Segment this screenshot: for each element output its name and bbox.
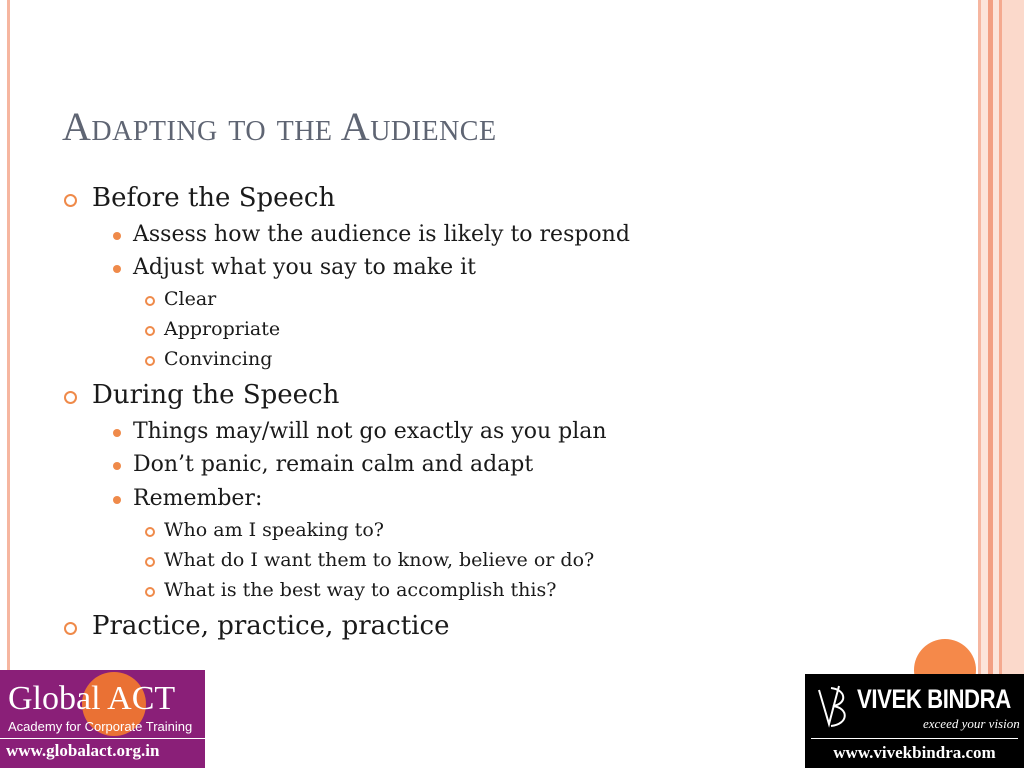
bullet-ring-icon (145, 557, 155, 567)
vivek-bindra-name: VIVEK BINDRA (857, 684, 1011, 714)
bullet-dot-icon (113, 265, 121, 273)
bullet-ring-icon (145, 527, 155, 537)
bullet-item-level2: Adjust what you say to make it (133, 255, 476, 280)
vivek-bindra-url: www.vivekbindra.com (833, 743, 996, 762)
bullet-item-level1: Before the Speech (92, 183, 336, 213)
global-act-name: Global ACT (8, 680, 176, 717)
global-act-tagline: Academy for Corporate Training (8, 719, 193, 734)
vivek-bindra-logo (805, 674, 1024, 768)
vb-monogram-icon (817, 680, 849, 734)
bullet-dot-icon (113, 462, 121, 470)
bullet-item-level1: During the Speech (92, 380, 340, 410)
global-act-logo (0, 670, 205, 768)
bullet-dot-icon (113, 496, 121, 504)
logo-divider (811, 738, 1018, 739)
bullet-ring-icon (145, 296, 155, 306)
bullet-ring-icon (145, 356, 155, 366)
bullet-ring-icon (64, 194, 77, 207)
bullet-item-level2: Assess how the audience is likely to respond (133, 222, 630, 247)
bullet-item-level2: Things may/will not go exactly as you plan (133, 419, 607, 444)
bullet-ring-icon (64, 622, 77, 635)
bullet-item-level3: Convincing (164, 348, 273, 370)
bullet-item-level1: Practice, practice, practice (92, 611, 450, 641)
bullet-item-level3: What is the best way to accomplish this? (164, 579, 557, 601)
logo-divider (0, 738, 205, 739)
bullet-dot-icon (113, 429, 121, 437)
bullet-ring-icon (145, 326, 155, 336)
bullet-item-level2: Remember: (133, 486, 263, 511)
bullet-item-level3: Clear (164, 288, 217, 310)
bullet-dot-icon (113, 232, 121, 240)
bullet-item-level2: Don’t panic, remain calm and adapt (133, 452, 534, 477)
bullet-item-level3: What do I want them to know, believe or do? (164, 549, 595, 571)
bullet-item-level3: Who am I speaking to? (164, 519, 384, 541)
bullet-item-level3: Appropriate (164, 318, 281, 340)
slide-title: Adapting to the Audience (62, 104, 497, 149)
vivek-bindra-tagline: exceed your vision (923, 716, 1020, 731)
bullet-ring-icon (64, 391, 77, 404)
bullet-ring-icon (145, 587, 155, 597)
global-act-url: www.globalact.org.in (6, 741, 160, 760)
